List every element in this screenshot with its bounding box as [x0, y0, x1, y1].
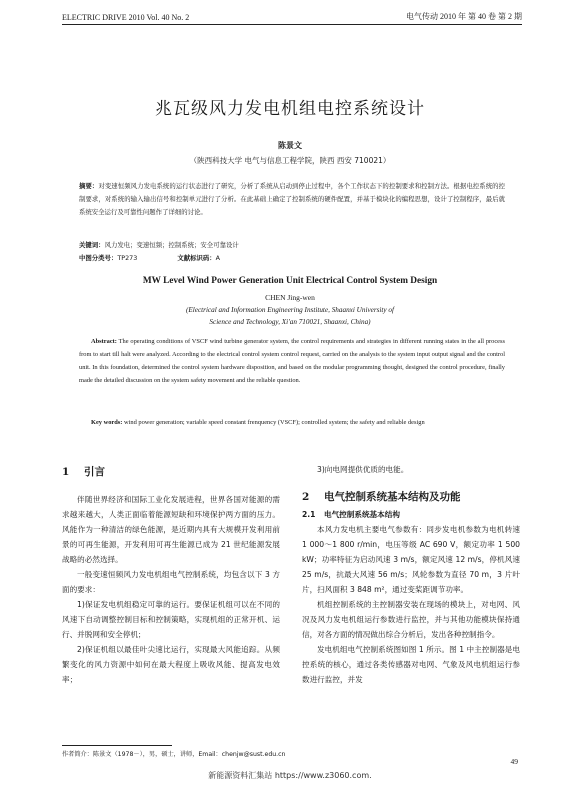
- section-2-1-number: 2.1: [302, 510, 316, 519]
- abstract-en: [79, 335, 505, 387]
- abstract-en-label: Abstract:: [91, 338, 117, 345]
- intro-paragraph-5: 3)向电网提供优质的电能。: [317, 465, 409, 474]
- section-2-1-paragraph-1: 本风力发电机主要电气参数有：同步发电机参数为电机转速 1 000～1 800 r/min，电压等级 AC 690 V，额定功率 1 500 kW；功率特征为启动风速 3 m/s，额定风速 12 m/s，停机风速 25 m/s，抗最大风速 56 m/s；风轮参数为直径 70 m，3 片叶片，扫风面积 3 848 m²，通过变桨距调节功率。: [302, 525, 520, 594]
- author-name-en: CHEN Jing-wen: [265, 293, 315, 302]
- page-number: 49: [510, 757, 518, 766]
- body-column-left: [62, 462, 280, 687]
- abstract-cn: [79, 180, 505, 219]
- section-1-number: 1: [62, 466, 70, 478]
- header-rule: [62, 24, 522, 25]
- abstract-cn-label: 摘要：: [79, 182, 99, 190]
- header-journal-cn: 电气传动 2010 年 第 40 卷 第 2 期: [406, 12, 522, 21]
- intro-paragraph-4: 2)保证机组以最佳叶尖速比运行，实现最大风能追踪。从频繁变化的风力资源中如何在最大程度上吸收风能、提高发电效率；: [62, 645, 280, 684]
- header-journal-en: ELECTRIC DRIVE 2010 Vol. 40 No. 2: [62, 13, 190, 22]
- classification-cn: [79, 253, 505, 262]
- footnote-rule: [62, 745, 172, 746]
- doc-code-label: 文献标识码：: [177, 254, 216, 262]
- section-2-title: 电气控制系统基本结构及功能: [324, 491, 461, 503]
- keywords-en-label: Key words:: [91, 419, 123, 426]
- intro-paragraph-2: 一般变速恒频风力发电机组电气控制系统，均包含以下 3 方面的要求：: [62, 570, 280, 594]
- section-2-1-paragraph-2: 机组控制系统的主控制器安装在现场的模块上，对电网、风况及风力发电机组运行参数进行监控，并与其他功能模块保持通信，对各方面的情况做出综合分析后，发出各种控制指令。: [302, 600, 520, 639]
- section-2-number: 2: [302, 491, 310, 503]
- keywords-cn-text: 风力发电；变速恒频；控制系统；安全可靠设计: [104, 241, 239, 249]
- abstract-en-text: The operating conditions of VSCF wind turbine generator system, the control requirements and strategies in different running states in the all process from to start till halt were analyzed. According to the electrical control system control request, carried on the analysis to the system input output signal and the control unit. In this foundation, determined the control system hardware disposition, and based on the modular programming thought, designed the control procedure, finally made the detailed discussion on the system safety movement and the reliable question.: [79, 338, 505, 384]
- intro-paragraph-3: 1)保证发电机组稳定可靠的运行。要保证机组可以在不同的风速下自动调整控制目标和控制策略，实现机组的正常开机、运行、并脱网和安全停机；: [62, 600, 280, 639]
- section-2-1-title: 电气控制系统基本结构: [324, 510, 400, 519]
- doc-code-value: A: [215, 254, 221, 262]
- affiliation-en-line1: (Electrical and Information Engineering Institute, Shaanxi University of: [185, 306, 394, 314]
- author-footnote: 作者简介：陈景文（1978－），男，硕士，讲师，Email：chenjw@sust.edu.cn: [62, 751, 286, 758]
- body-column-right: [302, 462, 520, 687]
- paper-title-cn: 兆瓦级风力发电机组电控系统设计: [155, 99, 425, 119]
- cls-label: 中图分类号：: [79, 254, 118, 262]
- keywords-en: [79, 416, 505, 429]
- abstract-cn-text: 对变速恒频风力发电系统的运行状态进行了研究，分析了系统从启动到停止过程中，各个工作状态下的控制要求和控制方法。根据电控系统的控制要求，对系统的输入输出信号和控制单元进行了分析。在此基础上确定了控制系统的硬件配置，并基于模块化的编程思想，设计了控制程序，最后就系统安全运行及可靠性问题作了详细的讨论。: [79, 182, 506, 216]
- cls-value: TP273: [117, 254, 138, 262]
- running-header: [62, 6, 522, 22]
- affiliation-en-line2: Science and Technology, Xi'an 710021, Shaanxi, China): [209, 318, 371, 326]
- affiliation-cn: （陕西科技大学 电气与信息工程学院，陕西 西安 710021）: [189, 156, 391, 165]
- section-2-1-heading: [302, 507, 520, 522]
- section-1-title: 引言: [84, 466, 105, 478]
- watermark-text: 新能源资料汇集站 https://www.z3060.com.: [208, 771, 372, 780]
- author-name-cn: 陈景文: [278, 141, 302, 150]
- keywords-cn: [79, 240, 505, 249]
- keywords-en-text: wind power generation; variable speed constant frenquency (VSCF); controlled system; the safety and reliable design: [122, 419, 425, 426]
- keywords-cn-label: 关键词：: [79, 241, 105, 249]
- intro-paragraph-1: 伴随世界经济和国际工业化发展进程，世界各国对能源的需求越来越大，人类正面临着能源短缺和环境保护两方面的压力。风能作为一种清洁的绿色能源，是近期内具有大规模开发利用前景的可再生能源，开发利用可再生能源已成为 21 世纪能源发展战略的必然选择。: [62, 495, 280, 564]
- section-2-1-paragraph-3: 发电机组电气控制系统图如图 1 所示。图 1 中主控制器是电控系统的核心，通过各类传感器对电网、气象及风电机组运行参数进行监控，并发: [302, 645, 520, 684]
- section-2-heading: [302, 487, 520, 507]
- paper-title-en: MW Level Wind Power Generation Unit Electrical Control System Design: [142, 276, 438, 286]
- section-1-heading: [62, 462, 280, 482]
